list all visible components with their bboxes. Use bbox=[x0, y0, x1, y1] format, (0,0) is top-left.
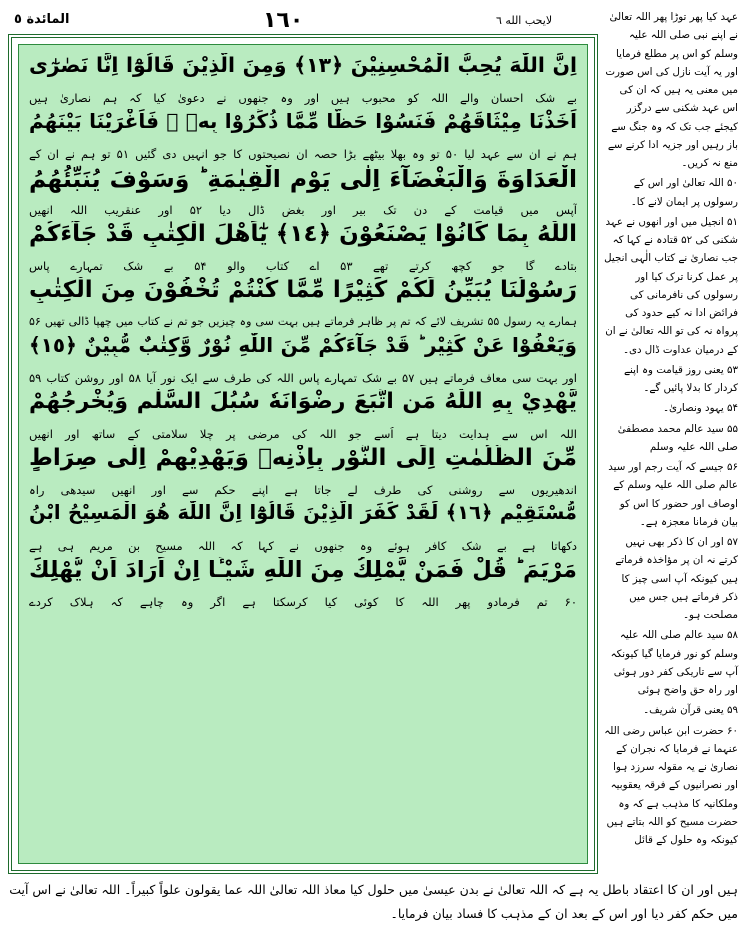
arabic-line: اللّٰهُ بِمَا كَانُوْا يَصْنَعُوْنَ ﴿١٤﴾ يٰٓاَهْلَ الْكِتٰبِ قَدْ جَآءَكُمْ bbox=[29, 221, 577, 247]
commentary-note: ۵۰ اللہ تعالیٰ اور اس کے رسولوں پر ایمان لانے کا۔ bbox=[630, 177, 738, 208]
translation-line: بے شک احسان والے اللہ کو محبوب ہیں اور وہ جنھوں نے دعویٰ کیا کہ ہم نصاریٰ ہیں bbox=[29, 91, 577, 105]
commentary-note: ۵۶ جیسے کہ آیت رجم اور سید عالم صلی اللہ علیہ وسلم کے اوصاف اور حضور کا اس کو بیان فرمانا معجزہ ہے۔ bbox=[608, 461, 738, 528]
commentary-note: ۵۹ یعنی قرآن شریف۔ bbox=[643, 704, 738, 717]
arabic-line: مَرْيَمَ ؕ قُلْ فَمَنْ يَّمْلِكُ مِنَ اللّٰهِ شَيْـًٔا اِنْ اَرَادَ اَنْ يُّهْلِكَ bbox=[29, 557, 577, 583]
translation-line: اللہ اس سے ہدایت دیتا ہے اُسے جو اللہ کی مرضی پر چلا سلامتی کے ساتھ اور انھیں bbox=[29, 427, 577, 441]
translation-line: ۶۰ تم فرمادو پھر اللہ کا کوئی کیا کرسکتا ہے اگر وہ چاہے کہ ہلاک کردے bbox=[29, 595, 577, 609]
translation-line: بتادے گا جو کچھ کرتے تھے ۵۳ اے کتاب والو ۵۴ بے شک تمہارے پاس bbox=[29, 259, 577, 273]
arabic-line: رَسُوْلُنَا يُبَيِّنُ لَكُمْ كَثِيْرًا مِّمَّا كُنْتُمْ تُخْفُوْنَ مِنَ الْكِتٰبِ bbox=[29, 277, 577, 303]
translation-line: ہم نے ان سے عہد لیا ۵۰ تو وہ بھلا بیٹھے بڑا حصہ ان نصیحتوں کا جو انہیں دی گئیں ۵۱ تو ہم نے ان کے bbox=[29, 147, 577, 161]
commentary-note: ۵۸ سید عالم صلی اللہ علیہ وسلم کو نور فرمایا گیا کیونکہ آپ سے تاریکی کفر دور ہوئی اور راہ حق واضح ہوئی bbox=[610, 629, 738, 696]
quran-text-panel bbox=[8, 34, 598, 874]
translation-line: ہمارے یہ رسول ۵۵ تشریف لائے کہ تم پر ظاہر فرماتے ہیں بہت سی وہ چیزیں جو تم نے کتاب میں چھپا ڈالی تھیں ۵۶ bbox=[29, 315, 577, 328]
surah-name: المائدة ٥ bbox=[14, 12, 70, 27]
juz-name: لايحب الله ٦ bbox=[496, 14, 553, 27]
commentary-note: عہد کیا پھر توڑا پھر اللہ تعالیٰ نے اپنے نبی صلی اللہ علیہ وسلم کو اس پر مطلع فرمایا اور یہ آیت نازل کی اس صورت میں معنی یہ ہیں کہ ان کی اس عہد شکنی سے درگزر کیجئے جب تک کہ وہ جنگ سے باز رہیں اور جزیہ ادا کرنے سے منع نہ کریں۔ bbox=[605, 11, 738, 169]
page-number: ١٦٠ bbox=[263, 8, 304, 33]
translation-line: اندھیریوں سے روشنی کی طرف لے جاتا ہے اپنے حکم سے اور انھیں سیدھی راہ bbox=[29, 483, 577, 497]
translation-line: اور بہت سی معاف فرماتے ہیں ۵۷ بے شک تمہارے پاس اللہ کی طرف سے ایک نور آیا ۵۸ اور روشن کتاب ۵۹ bbox=[29, 371, 577, 385]
commentary-note: ۵۱ انجیل میں اور انھوں نے عہد شکنی کی ۵۲ قتادہ نے کہا کہ جب نصاریٰ نے کتاب الٰہی انجیل پر عمل کرنا ترک کیا اور رسولوں کی نافرمانی کی فرائض ادا نہ کیے حدود کی پرواہ نہ کی تو اللہ تعالیٰ نے ان کے درمیان عداوت ڈال دی۔ bbox=[604, 215, 738, 356]
arabic-line: اَخَذْنَا مِيْثَاقَهُمْ فَنَسُوْا حَظًّا مِّمَّا ذُكِّرُوْا بِهٖ ۪ فَاَغْرَيْنَا بَيْنَهُمُ bbox=[29, 109, 577, 133]
commentary-note: ۵۴ یہود ونصاریٰ۔ bbox=[662, 402, 738, 415]
arabic-line: مُّسْتَقِيْمٍ ﴿١٦﴾ لَقَدْ كَفَرَ الَّذِيْنَ قَالُوْٓا اِنَّ اللّٰهَ هُوَ الْمَسِيْحُ ابْنُ bbox=[29, 501, 577, 524]
commentary-column bbox=[604, 8, 738, 878]
translation-line: آپس میں قیامت کے دن تک بیر اور بغض ڈال دیا ۵۲ اور عنقریب اللہ انھیں bbox=[29, 203, 577, 217]
arabic-line: الْعَدَاوَةَ وَالْبَغْضَآءَ اِلٰى يَوْمِ الْقِيٰمَةِ ؕ وَسَوْفَ يُنَبِّئُهُمُ bbox=[29, 165, 577, 193]
arabic-line: يَّهْدِيْ بِهِ اللّٰهُ مَنِ اتَّبَعَ رِضْوَانَهٗ سُبُلَ السَّلٰمِ وَيُخْرِجُهُمْ bbox=[29, 389, 577, 414]
commentary-note: ۵۳ یعنی روز قیامت وہ اپنے کردار کا بدلا پائیں گے۔ bbox=[623, 363, 738, 394]
arabic-line: وَيَعْفُوْا عَنْ كَثِيْرٍ ؕ قَدْ جَآءَكُمْ مِّنَ اللّٰهِ نُوْرٌ وَّكِتٰبٌ مُّبِيْنٌ ﴿١٥﴾ bbox=[29, 333, 577, 357]
quran-text-background bbox=[18, 44, 588, 864]
translation-line: دکھاتا ہے بے شک کافر ہوئے وہ جنھوں نے کہا کہ اللہ مسیح بن مریم ہی ہے bbox=[29, 539, 577, 553]
commentary-note: ۵۷ اور ان کا ذکر بھی نہیں کرتے نہ ان پر مؤاخذہ فرماتے ہیں کیونکہ آپ اسی چیز کا ذکر فرماتے ہیں جس میں مصلحت ہو۔ bbox=[615, 536, 738, 621]
page-header bbox=[8, 8, 598, 34]
arabic-line: مِّنَ الظُّلُمٰتِ اِلَى النُّوْرِ بِاِذْنِهٖ وَيَهْدِيْهِمْ اِلٰى صِرَاطٍ bbox=[29, 445, 577, 471]
arabic-line: اِنَّ اللّٰهَ يُحِبُّ الْمُحْسِنِيْنَ ﴿١٣﴾ وَمِنَ الَّذِيْنَ قَالُوْٓا اِنَّا نَصٰرٰٓى bbox=[29, 53, 577, 77]
footer-commentary: ہیں اور ان کا اعتقاد باطل یہ ہے کہ اللہ تعالیٰ نے بدن عیسیٰ میں حلول کیا معاذ اللہ تعالیٰ اللہ عما یقولون علواً کبیراً۔ اللہ تعالیٰ نے اس آیت میں حکم کفر دیا اور اس کے بعد ان کے مذہب کا فساد بیان فرمایا۔ bbox=[9, 882, 738, 921]
commentary-note: ۵۵ سید عالم محمد مصطفیٰ صلی اللہ علیہ وسلم bbox=[617, 422, 738, 453]
commentary-note: ۶۰ حضرت ابن عباس رضی اللہ عنہما نے فرمایا کہ نجران کے نصاریٰ نے یہ مقولہ سرزد ہوا اور نصرانیوں کے فرقہ یعقوبیہ وملکانیہ کا مذہب ہے کہ وہ حضرت مسیح کو اللہ بتاتے ہیں کیونکہ وہ حلول کے قائل bbox=[604, 724, 738, 846]
